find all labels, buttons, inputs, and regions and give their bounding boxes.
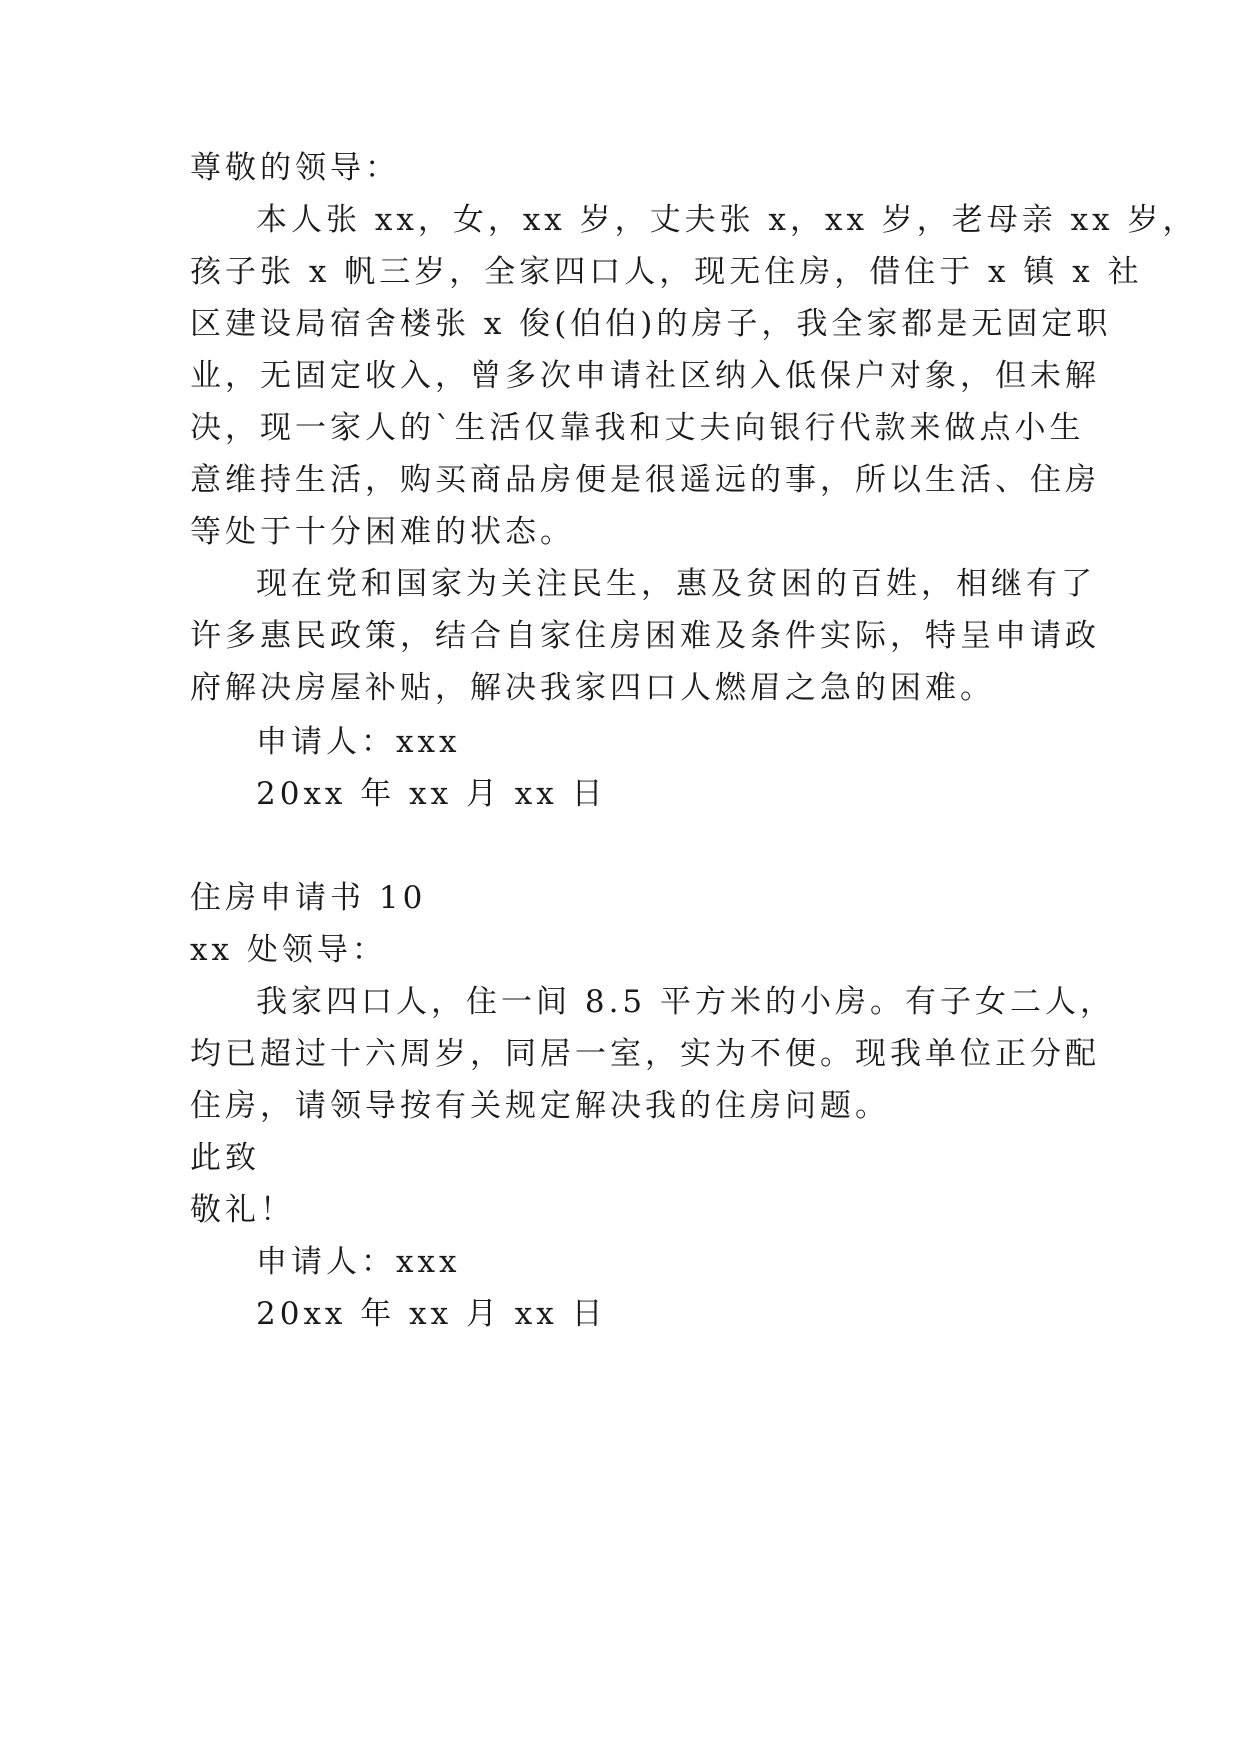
letter2-closing-1: 此致 (190, 1140, 260, 1176)
letter1-body-line: 等处于十分困难的状态。 (190, 514, 575, 550)
letter2-closing-2: 敬礼！ (190, 1192, 295, 1228)
letter1-body-line: 本人张 xx，女，xx 岁，丈夫张 x，xx 岁，老母亲 xx 岁， (256, 202, 1198, 238)
letter2-salutation: xx 处领导： (190, 932, 387, 968)
letter1-date: 20xx 年 xx 月 xx 日 (256, 776, 607, 812)
letter2-applicant: 申请人：xxx (256, 1244, 461, 1280)
letter1-body-line: 业，无固定收入，曾多次申请社区纳入低保户对象，但未解 (190, 358, 1100, 394)
letter1-applicant: 申请人：xxx (256, 724, 461, 760)
letter2-body-line: 我家四口人，住一间 8.5 平方米的小房。有子女二人， (256, 984, 1116, 1020)
letter1-body-line: 决，现一家人的`生活仅靠我和丈夫向银行代款来做点小生 (190, 410, 1085, 446)
letter1-salutation: 尊敬的领导： (190, 150, 400, 186)
letter2-date: 20xx 年 xx 月 xx 日 (256, 1296, 607, 1332)
letter1-body-line: 府解决房屋补贴，解决我家四口人燃眉之急的困难。 (190, 670, 995, 706)
letter2-body-line: 均已超过十六周岁，同居一室，实为不便。现我单位正分配 (190, 1036, 1100, 1072)
letter1-body-line: 现在党和国家为关注民生，惠及贫困的百姓，相继有了 (256, 566, 1096, 602)
letter1-body-line: 区建设局宿舍楼张 x 俊(伯伯)的房子，我全家都是无固定职 (190, 306, 1112, 342)
letter1-body-line: 许多惠民政策，结合自家住房困难及条件实际，特呈申请政 (190, 618, 1100, 654)
letter1-body-line: 意维持生活，购买商品房便是很遥远的事，所以生活、住房 (190, 462, 1100, 498)
letter2-body-line: 住房，请领导按有关规定解决我的住房问题。 (190, 1088, 890, 1124)
letter1-body-line: 孩子张 x 帆三岁，全家四口人，现无住房，借住于 x 镇 x 社 (190, 254, 1143, 290)
letter2-title: 住房申请书 10 (190, 880, 427, 916)
